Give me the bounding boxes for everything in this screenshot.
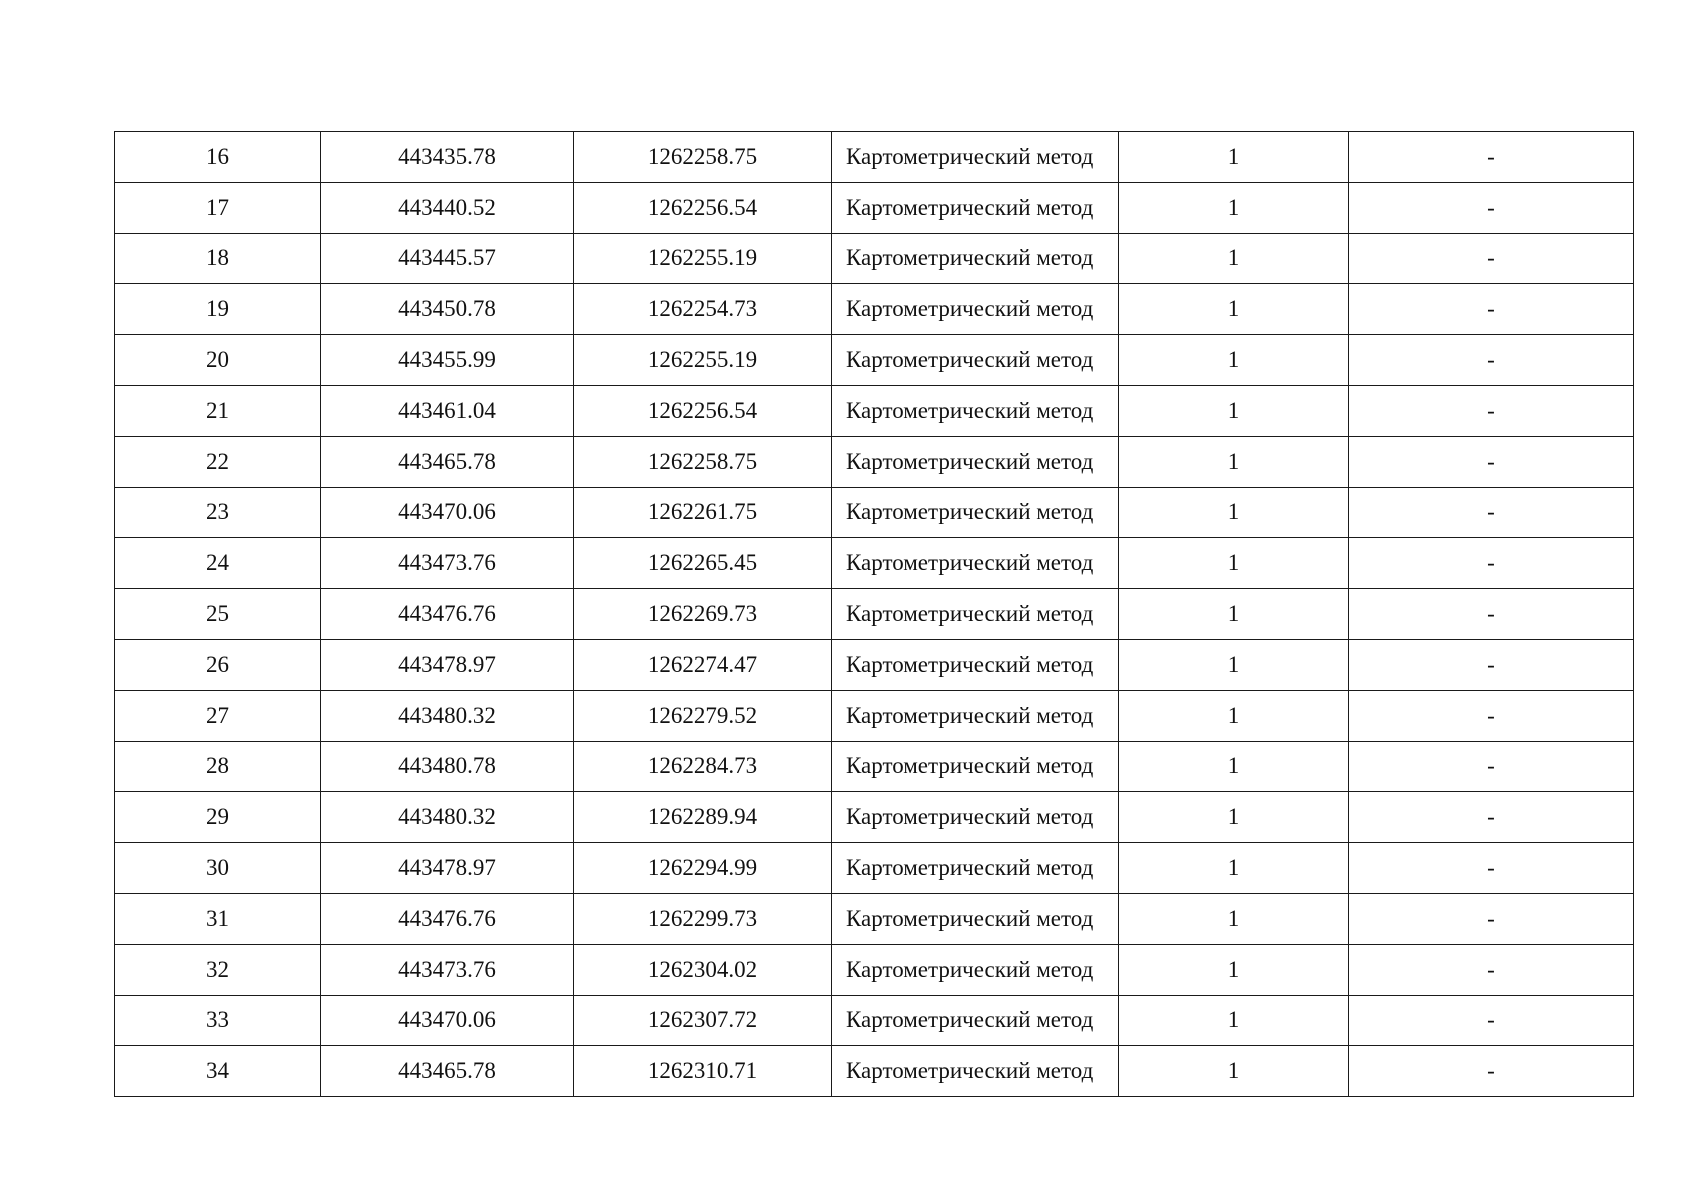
accuracy-cell: 1	[1119, 639, 1349, 690]
y-coordinate-cell: 1262256.54	[574, 182, 832, 233]
x-coordinate-cell: 443478.97	[321, 843, 574, 894]
point-number-cell: 18	[115, 233, 321, 284]
y-coordinate-cell: 1262304.02	[574, 944, 832, 995]
method-cell: Картометрический метод	[832, 995, 1119, 1046]
note-cell: -	[1349, 385, 1634, 436]
accuracy-cell: 1	[1119, 843, 1349, 894]
table-row	[115, 792, 1634, 843]
method-cell: Картометрический метод	[832, 335, 1119, 386]
x-coordinate-cell: 443480.32	[321, 792, 574, 843]
method-cell: Картометрический метод	[832, 944, 1119, 995]
point-number-cell: 34	[115, 1046, 321, 1097]
accuracy-cell: 1	[1119, 589, 1349, 640]
method-cell: Картометрический метод	[832, 792, 1119, 843]
accuracy-cell: 1	[1119, 995, 1349, 1046]
note-cell: -	[1349, 843, 1634, 894]
note-cell: -	[1349, 944, 1634, 995]
x-coordinate-cell: 443476.76	[321, 589, 574, 640]
method-cell: Картометрический метод	[832, 639, 1119, 690]
note-cell: -	[1349, 436, 1634, 487]
y-coordinate-cell: 1262258.75	[574, 436, 832, 487]
point-number-cell: 25	[115, 589, 321, 640]
table-row	[115, 944, 1634, 995]
accuracy-cell: 1	[1119, 741, 1349, 792]
point-number-cell: 24	[115, 538, 321, 589]
note-cell: -	[1349, 487, 1634, 538]
note-cell: -	[1349, 792, 1634, 843]
note-cell: -	[1349, 182, 1634, 233]
note-cell: -	[1349, 690, 1634, 741]
y-coordinate-cell: 1262299.73	[574, 893, 832, 944]
y-coordinate-cell: 1262307.72	[574, 995, 832, 1046]
x-coordinate-cell: 443465.78	[321, 1046, 574, 1097]
table-row	[115, 589, 1634, 640]
point-number-cell: 26	[115, 639, 321, 690]
y-coordinate-cell: 1262258.75	[574, 132, 832, 183]
y-coordinate-cell: 1262255.19	[574, 335, 832, 386]
method-cell: Картометрический метод	[832, 284, 1119, 335]
method-cell: Картометрический метод	[832, 233, 1119, 284]
table-row	[115, 1046, 1634, 1097]
note-cell: -	[1349, 538, 1634, 589]
point-number-cell: 23	[115, 487, 321, 538]
table-row	[115, 233, 1634, 284]
y-coordinate-cell: 1262261.75	[574, 487, 832, 538]
accuracy-cell: 1	[1119, 690, 1349, 741]
method-cell: Картометрический метод	[832, 690, 1119, 741]
point-number-cell: 16	[115, 132, 321, 183]
point-number-cell: 32	[115, 944, 321, 995]
table-row	[115, 385, 1634, 436]
x-coordinate-cell: 443455.99	[321, 335, 574, 386]
table-row	[115, 893, 1634, 944]
note-cell: -	[1349, 1046, 1634, 1097]
accuracy-cell: 1	[1119, 233, 1349, 284]
table-row	[115, 284, 1634, 335]
table-row	[115, 843, 1634, 894]
y-coordinate-cell: 1262256.54	[574, 385, 832, 436]
x-coordinate-cell: 443440.52	[321, 182, 574, 233]
accuracy-cell: 1	[1119, 132, 1349, 183]
x-coordinate-cell: 443480.32	[321, 690, 574, 741]
x-coordinate-cell: 443473.76	[321, 944, 574, 995]
point-number-cell: 19	[115, 284, 321, 335]
method-cell: Картометрический метод	[832, 843, 1119, 894]
point-number-cell: 31	[115, 893, 321, 944]
note-cell: -	[1349, 741, 1634, 792]
method-cell: Картометрический метод	[832, 487, 1119, 538]
point-number-cell: 33	[115, 995, 321, 1046]
coordinates-table	[114, 131, 1634, 1097]
method-cell: Картометрический метод	[832, 436, 1119, 487]
table-row	[115, 487, 1634, 538]
note-cell: -	[1349, 284, 1634, 335]
table-row	[115, 182, 1634, 233]
accuracy-cell: 1	[1119, 436, 1349, 487]
accuracy-cell: 1	[1119, 385, 1349, 436]
accuracy-cell: 1	[1119, 792, 1349, 843]
accuracy-cell: 1	[1119, 284, 1349, 335]
table-body	[115, 132, 1634, 1097]
y-coordinate-cell: 1262284.73	[574, 741, 832, 792]
x-coordinate-cell: 443478.97	[321, 639, 574, 690]
accuracy-cell: 1	[1119, 893, 1349, 944]
point-number-cell: 21	[115, 385, 321, 436]
table-row	[115, 335, 1634, 386]
y-coordinate-cell: 1262289.94	[574, 792, 832, 843]
accuracy-cell: 1	[1119, 335, 1349, 386]
method-cell: Картометрический метод	[832, 385, 1119, 436]
note-cell: -	[1349, 589, 1634, 640]
x-coordinate-cell: 443470.06	[321, 487, 574, 538]
accuracy-cell: 1	[1119, 944, 1349, 995]
y-coordinate-cell: 1262274.47	[574, 639, 832, 690]
table-row	[115, 538, 1634, 589]
table-row	[115, 690, 1634, 741]
method-cell: Картометрический метод	[832, 589, 1119, 640]
y-coordinate-cell: 1262279.52	[574, 690, 832, 741]
y-coordinate-cell: 1262255.19	[574, 233, 832, 284]
note-cell: -	[1349, 233, 1634, 284]
y-coordinate-cell: 1262310.71	[574, 1046, 832, 1097]
point-number-cell: 29	[115, 792, 321, 843]
table-row	[115, 132, 1634, 183]
table-row	[115, 436, 1634, 487]
point-number-cell: 27	[115, 690, 321, 741]
method-cell: Картометрический метод	[832, 741, 1119, 792]
x-coordinate-cell: 443470.06	[321, 995, 574, 1046]
table-row	[115, 995, 1634, 1046]
y-coordinate-cell: 1262269.73	[574, 589, 832, 640]
method-cell: Картометрический метод	[832, 132, 1119, 183]
accuracy-cell: 1	[1119, 182, 1349, 233]
y-coordinate-cell: 1262265.45	[574, 538, 832, 589]
x-coordinate-cell: 443461.04	[321, 385, 574, 436]
y-coordinate-cell: 1262254.73	[574, 284, 832, 335]
point-number-cell: 17	[115, 182, 321, 233]
point-number-cell: 30	[115, 843, 321, 894]
note-cell: -	[1349, 132, 1634, 183]
table-row	[115, 639, 1634, 690]
method-cell: Картометрический метод	[832, 893, 1119, 944]
note-cell: -	[1349, 893, 1634, 944]
table-row	[115, 741, 1634, 792]
method-cell: Картометрический метод	[832, 182, 1119, 233]
x-coordinate-cell: 443480.78	[321, 741, 574, 792]
x-coordinate-cell: 443476.76	[321, 893, 574, 944]
y-coordinate-cell: 1262294.99	[574, 843, 832, 894]
point-number-cell: 22	[115, 436, 321, 487]
note-cell: -	[1349, 995, 1634, 1046]
x-coordinate-cell: 443473.76	[321, 538, 574, 589]
note-cell: -	[1349, 335, 1634, 386]
accuracy-cell: 1	[1119, 1046, 1349, 1097]
x-coordinate-cell: 443450.78	[321, 284, 574, 335]
accuracy-cell: 1	[1119, 487, 1349, 538]
method-cell: Картометрический метод	[832, 1046, 1119, 1097]
note-cell: -	[1349, 639, 1634, 690]
x-coordinate-cell: 443435.78	[321, 132, 574, 183]
x-coordinate-cell: 443465.78	[321, 436, 574, 487]
accuracy-cell: 1	[1119, 538, 1349, 589]
point-number-cell: 20	[115, 335, 321, 386]
method-cell: Картометрический метод	[832, 538, 1119, 589]
point-number-cell: 28	[115, 741, 321, 792]
x-coordinate-cell: 443445.57	[321, 233, 574, 284]
